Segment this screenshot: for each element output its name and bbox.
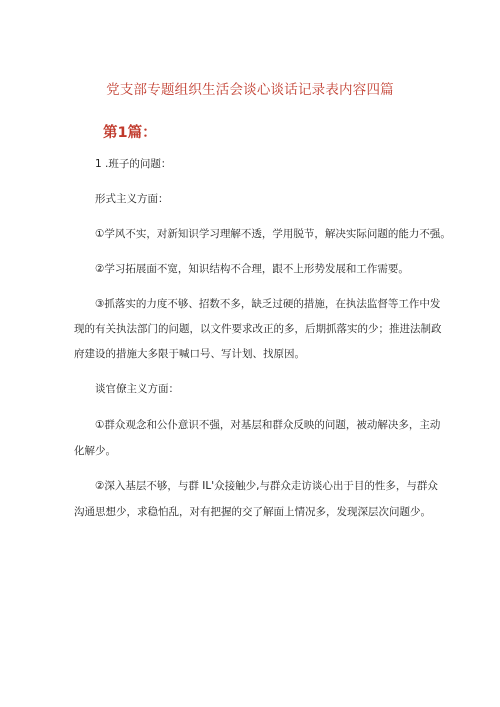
paragraph-line: 沟通思想少，求稳怕乱，对有把握的交了解面上情况多，发现深层次问题少。: [74, 506, 431, 518]
paragraph-line: ①学风不实，对新知识学习理解不透，学用脱节，解决实际问题的能力不强。: [95, 228, 451, 240]
paragraph-line: 府建设的措施大多限于喊口号、写计划、找原因。: [74, 348, 305, 360]
section-heading: 第1篇：: [103, 125, 157, 141]
paragraph-line: 谈官僚主义方面：: [95, 383, 179, 395]
paragraph-line: ②深入基层不够，与群 IL'众接触少,与群众走访谈心出于目的性多，与群众: [95, 480, 438, 492]
paragraph-line: ②学习拓展面不宽，知识结构不合理，跟不上形势发展和工作需要。: [95, 263, 409, 275]
document-title: 党支部专题组织生活会谈心谈话记录表内容四篇: [106, 82, 394, 98]
paragraph-line: 形式主义方面：: [95, 193, 169, 205]
paragraph-line: 1 .班子的问题：: [95, 158, 172, 170]
paragraph-line: ③抓落实的力度不够、招数不多，缺乏过硬的措施，在执法监督等工作中发: [95, 298, 441, 310]
paragraph-line: 现的有关执法部门的问题，以文件要求改正的多，后期抓落实的少；推进法制政: [74, 323, 442, 335]
paragraph-line: 化解少。: [74, 445, 116, 457]
paragraph-line: ①群众观念和公仆意识不强，对基层和群众反映的问题，被动解决多，主动: [95, 419, 441, 431]
